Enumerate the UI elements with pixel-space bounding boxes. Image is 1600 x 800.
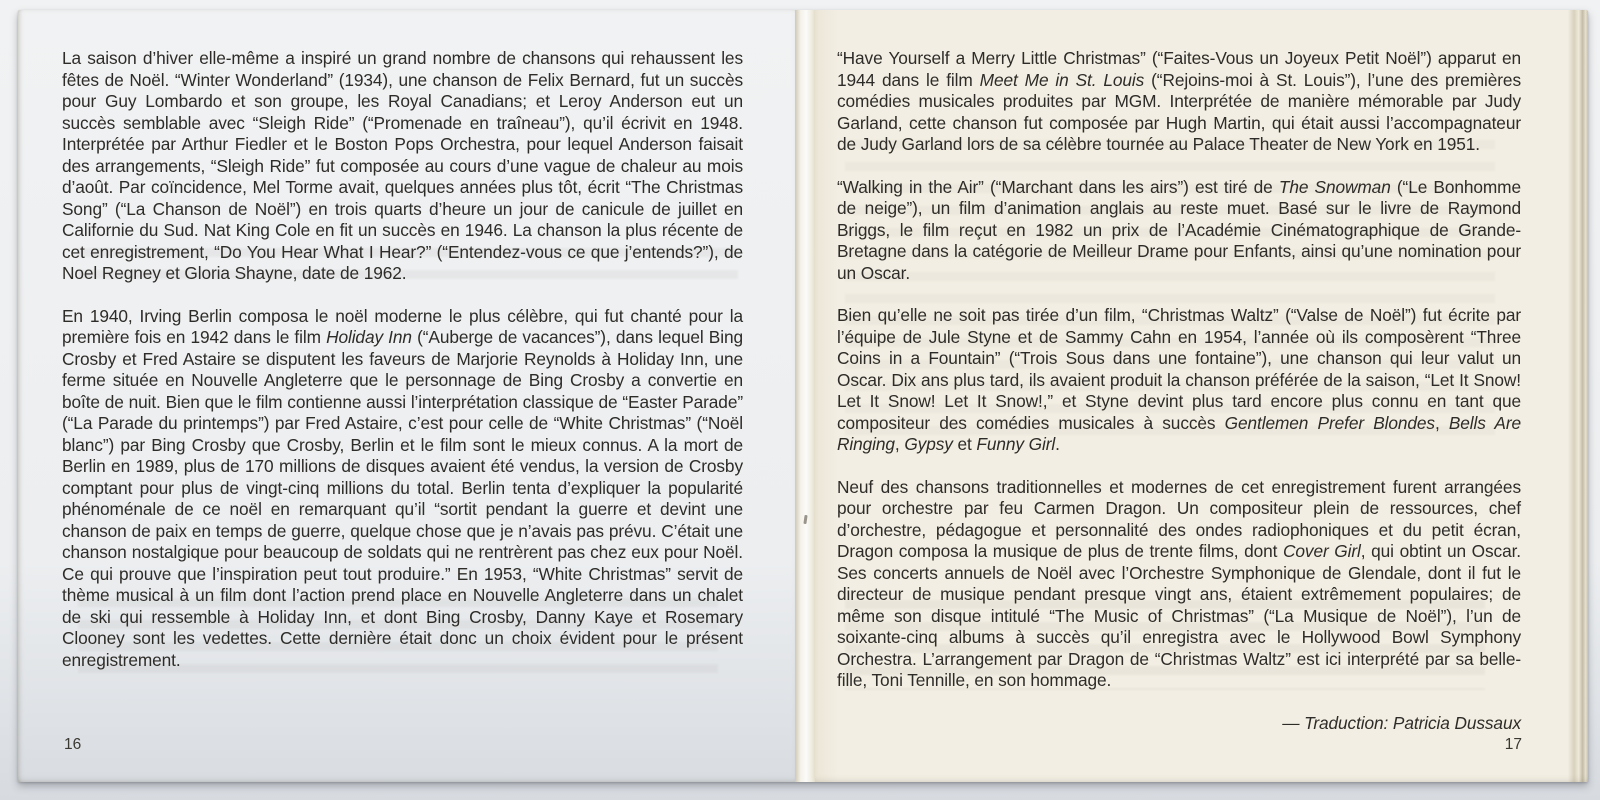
page-number-left: 16: [64, 736, 82, 753]
paragraph: Bien qu’elle ne soit pas tirée d’un film, “Christmas Waltz” (“Valse de Noël”) fut écrite par l’équipe de Jule Styne et de Sammy Cahn en 1954, l’année où ils composèrent “Three Coins in a Fountain” (“Trois Sous dans une fontaine”), une chanson qui leur valut un Oscar. Dix ans plus tard, ils avaient produit la chanson préférée de la saison, “Let It Snow! Let It Snow! Let It Snow!,” et Styne devint plus tard encore plus connu en tant que compositeur des comédies musicales à succès Gentlemen Prefer Blondes, Bells Are Ringing, Gypsy et Funny Girl.: [837, 305, 1521, 454]
paragraph: En 1940, Irving Berlin composa le noël moderne le plus célèbre, qui fut chanté pour la première fois en 1942 dans le film Holiday Inn (“Auberge de vacances”), dans lequel Bing Crosby et Fred Astaire se disputent les faveurs de Marjorie Reynolds à Holiday Inn, une ferme située en Nouvelle Angleterre que le personnage de Bing Crosby a convertie en boîte de nuit. Bien que le film contienne aussi l’interprétation classique de “Easter Parade” (“La Parade du printemps”) par Fred Astaire, c’est pour celle de “White Christmas” (“Noël blanc”) par Bing Crosby que Crosby, Berlin et le film sont le mieux connus. A la mort de Berlin en 1989, plus de 170 millions de disques avaient été vendus, la version de Crosby comptant pour plus de vingt-cinq millions du total. Berlin tenta d’expliquer la popularité phénoménale de ce noël en remarquant qu’il “sortit pendant la guerre et devint une chanson de paix en temps de guerre, quelque chose que je n’avais pas prévu. C’était une chanson nostalgique pour beaucoup de soldats qui ne rentrèrent pas chez eux pour Noël. Ce qui prouve que l’inspiration peut tout produire.” En 1953, “White Christmas” servit de thème musical à un film dont l’action prend place en Nouvelle Angleterre dans un chalet de ski qui ressemble à Holiday Inn, et dont Bing Crosby, Danny Kaye et Rosemary Clooney sont les vedettes. Cette dernière était donc un choix évident pour le présent enregistrement.: [62, 305, 743, 670]
booklet-spread: [18, 10, 1588, 782]
booklet-gutter: [795, 10, 815, 782]
translation-credit: — Traduction: Patricia Dussaux: [1282, 712, 1521, 733]
page-left: [18, 10, 795, 782]
page-number-right: 17: [1504, 736, 1522, 753]
page-right-text: [837, 48, 1521, 734]
paragraph: “Walking in the Air” (“Marchant dans les airs”) est tiré de The Snowman (“Le Bonhomme de neige”), un film d’animation anglais au reste muet. Basé sur le livre de Raymond Briggs, le film reçut en 1982 un prix de l’Académie Cinématographique de Grande-Bretagne dans la catégorie de Meilleur Drame pour Enfants, ainsi qu’une nomination pour un Oscar.: [837, 176, 1521, 283]
paragraph: La saison d’hiver elle-même a inspiré un grand nombre de chansons qui rehaussent les fêtes de Noël. “Winter Wonderland” (1934), une chanson de Felix Bernard, fut un succès pour Guy Lombardo et son groupe, les Royal Canadians; et Leroy Anderson eut un succès semblable avec “Sleigh Ride” (“Promenade en traîneau”), qu’il écrivit en 1948. Interprétée par Arthur Fiedler et le Boston Pops Orchestra, pour lequel Anderson faisait des arrangements, “Sleigh Ride” fut composée au cours d’une vague de chaleur au mois d’août. Par coïncidence, Mel Torme avait, quelques années plus tôt, écrit “The Christmas Song” (“La Chanson de Noël”) en trois quarts d’heure un jour de canicule de juillet en Californie du Sud. Nat King Cole en fit un succès en 1946. La chanson la plus récente de cet enregistrement, “Do You Hear What I Hear?” (“Entendez-vous ce que j’entends?”), de Noel Regney et Gloria Shayne, date de 1962.: [62, 48, 743, 283]
paragraph: “Have Yourself a Merry Little Christmas” (“Faites-Vous un Joyeux Petit Noël”) apparut en 1944 dans le film Meet Me in St. Louis (“Rejoins-moi à St. Louis”), l’une des premières comédies musicales produites par MGM. Interprétée de manière mémorable par Judy Garland, cette chanson fut composée par Hugh Martin, qui était aussi l’accompagnateur de Judy Garland lors de sa célèbre tournée au Palace Theater de New York en 1951.: [837, 48, 1521, 154]
paragraph: Neuf des chansons traditionnelles et modernes de cet enregistrement furent arrangées pour orchestre par feu Carmen Dragon. Un compositeur plein de ressources, chef d’orchestre, pédagogue et personnalité des ondes radiophoniques et du petit écran, Dragon composa la musique de plus de trente films, dont Cover Girl, qui obtint un Oscar. Ses concerts annuels de Noël avec l’Orchestre Symphonique de Glendale, dont il fut le directeur de musique pendant presque vingt ans, étaient extrêmement populaires; de même son disque intitulé “The Music of Christmas” (“La Musique de Noël”), l’un de soixante-cinq albums à succès qu’il enregistra avec le Hollywood Bowl Symphony Orchestra. L’arrangement par Dragon de “Christmas Waltz” est ici interprété par sa belle-fille, Toni Tennille, en son hommage.: [837, 476, 1521, 690]
staple: [803, 515, 807, 524]
page-right: [815, 10, 1588, 782]
page-left-text: [62, 48, 743, 671]
